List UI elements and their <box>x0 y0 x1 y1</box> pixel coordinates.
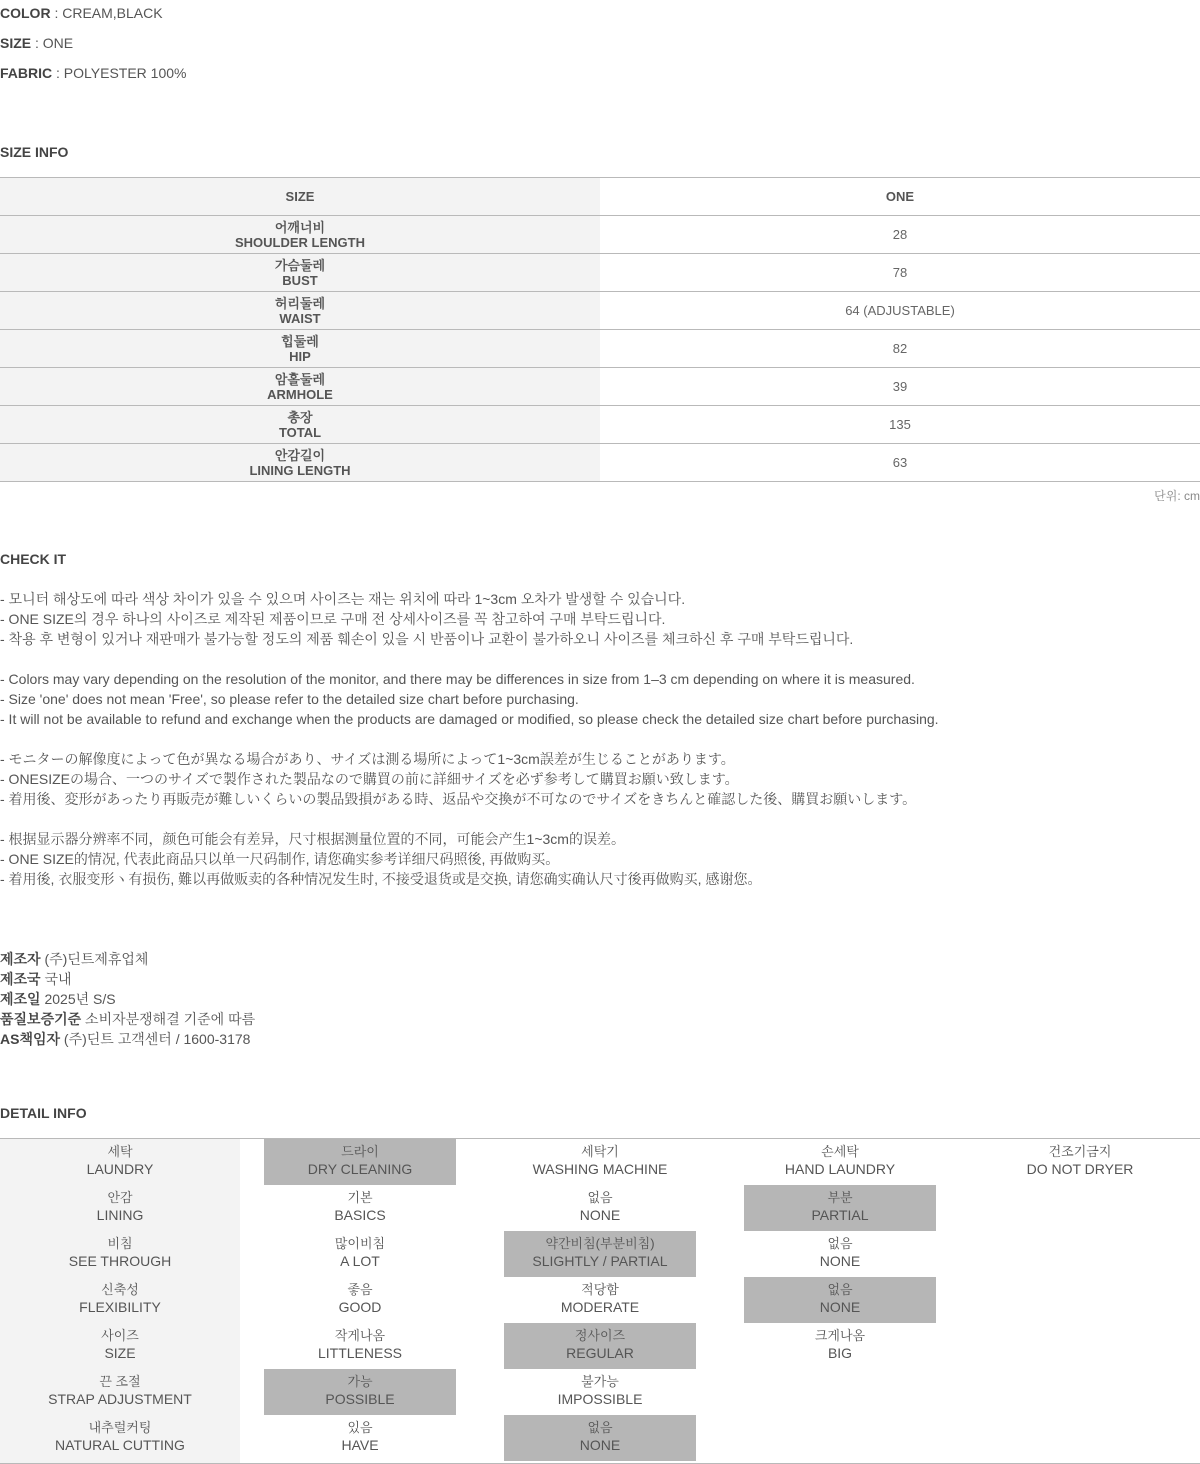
detail-option <box>984 1139 1176 1185</box>
measure-en: BUST <box>282 272 318 288</box>
detail-option-en: IMPOSSIBLE <box>557 1391 643 1407</box>
detail-option-ko: 없음 <box>827 1282 853 1297</box>
maker-value: 소비자분쟁해결 기준에 따름 <box>81 1011 256 1027</box>
detail-label-ko: 세탁 <box>107 1144 133 1159</box>
notice-line: - 착용 후 변형이 있거나 재판매가 불가능할 정도의 제품 훼손이 있을 시 반품이나 교환이 불가하오니 사이즈를 체크하신 후 구매 부탁드립니다. <box>0 631 854 647</box>
maker-row <box>0 1009 255 1029</box>
detail-info-heading: DETAIL INFO <box>0 1105 87 1121</box>
detail-option <box>264 1415 456 1461</box>
detail-option <box>504 1231 696 1277</box>
spec-value: : CREAM,BLACK <box>50 5 163 21</box>
detail-option-en: BASICS <box>334 1207 386 1223</box>
detail-option <box>744 1231 936 1277</box>
table-row <box>0 444 1200 482</box>
detail-option-en: HAVE <box>341 1437 379 1453</box>
detail-option <box>504 1323 696 1369</box>
detail-option-ko: 없음 <box>587 1190 613 1205</box>
measure-label <box>0 406 600 444</box>
notice-line: - Colors may vary depending on the resolution of the monitor, and there may be differences in size from 1–3 cm depending on where it is measured. <box>0 671 915 687</box>
detail-option-ko: 건조기금지 <box>1048 1144 1112 1159</box>
detail-option-ko: 세탁기 <box>581 1144 619 1159</box>
detail-option <box>504 1369 696 1415</box>
detail-option-ko: 많이비침 <box>334 1236 386 1251</box>
detail-label-en: FLEXIBILITY <box>79 1299 161 1315</box>
detail-option <box>264 1323 456 1369</box>
detail-option-ko: 부분 <box>827 1190 853 1205</box>
measure-value: 39 <box>600 368 1200 406</box>
table-row <box>0 216 1200 254</box>
table-row <box>0 330 1200 368</box>
detail-option <box>264 1139 456 1185</box>
detail-option-en: NONE <box>579 1207 621 1223</box>
detail-label-ko: 신축성 <box>101 1282 139 1297</box>
spec-color <box>0 3 163 23</box>
detail-option <box>744 1323 936 1369</box>
detail-option-en: NONE <box>819 1299 861 1315</box>
detail-option-ko: 있음 <box>347 1420 373 1435</box>
measure-en: WAIST <box>279 310 321 326</box>
table-row <box>0 292 1200 330</box>
detail-label-en: NATURAL CUTTING <box>55 1437 185 1453</box>
detail-option <box>504 1185 696 1231</box>
detail-option-ko: 크게나옴 <box>814 1328 866 1343</box>
maker-label: 품질보증기준 <box>0 1011 82 1027</box>
notice-line: - 根据显示器分辨率不同，颜色可能会有差异，尺寸根据测量位置的不同，可能会产生1~3cm的误差。 <box>0 831 625 847</box>
detail-option <box>744 1139 936 1185</box>
detail-option-en: PARTIAL <box>811 1207 869 1223</box>
maker-value: (주)딘트 고객센터 / 1600-3178 <box>60 1031 251 1047</box>
detail-option-ko: 약간비침(부분비침) <box>545 1236 655 1251</box>
detail-option <box>504 1277 696 1323</box>
measure-value: 64 (ADJUSTABLE) <box>600 292 1200 330</box>
detail-label-en: LINING <box>96 1207 144 1223</box>
detail-option-en: SLIGHTLY / PARTIAL <box>532 1253 668 1269</box>
detail-label-en: STRAP ADJUSTMENT <box>48 1391 192 1407</box>
detail-option-en: REGULAR <box>566 1345 634 1361</box>
detail-option-en: POSSIBLE <box>325 1391 395 1407</box>
detail-option <box>504 1415 696 1461</box>
detail-option-en: HAND LAUNDRY <box>784 1161 896 1177</box>
detail-option-en: DO NOT DRYER <box>1026 1161 1134 1177</box>
detail-option-ko: 불가능 <box>581 1374 619 1389</box>
detail-label-ko: 안감 <box>107 1190 133 1205</box>
detail-row-label <box>0 1369 240 1415</box>
notice-line: - Size 'one' does not mean 'Free', so please refer to the detailed size chart before purchasing. <box>0 691 579 707</box>
spec-fabric <box>0 63 186 83</box>
notice-line: - 모니터 해상도에 따라 색상 차이가 있을 수 있으며 사이즈는 재는 위치에 따라 1~3cm 오차가 발생할 수 있습니다. <box>0 591 686 607</box>
maker-label: 제조일 <box>0 991 41 1007</box>
measure-en: TOTAL <box>278 424 322 440</box>
spec-label: SIZE <box>0 35 32 51</box>
maker-label: 제조국 <box>0 971 41 987</box>
detail-option <box>744 1277 936 1323</box>
spec-size <box>0 33 73 53</box>
detail-option-ko: 적당함 <box>581 1282 619 1297</box>
size-header-label: SIZE <box>0 178 600 216</box>
detail-option-ko: 가능 <box>347 1374 373 1389</box>
detail-option-ko: 손세탁 <box>821 1144 859 1159</box>
spec-value: : ONE <box>31 35 74 51</box>
detail-option-en: DRY CLEANING <box>307 1161 413 1177</box>
maker-label: AS책임자 <box>0 1031 61 1047</box>
maker-value: 국내 <box>40 971 72 987</box>
measure-value: 82 <box>600 330 1200 368</box>
size-info-heading: SIZE INFO <box>0 144 69 160</box>
detail-option <box>504 1139 696 1185</box>
detail-option-en: WASHING MACHINE <box>532 1161 668 1177</box>
detail-label-en: LAUNDRY <box>86 1161 154 1177</box>
measure-en: LINING LENGTH <box>249 462 351 478</box>
detail-option-ko: 작게나옴 <box>334 1328 386 1343</box>
detail-option <box>744 1185 936 1231</box>
table-row <box>0 254 1200 292</box>
detail-label-ko: 비침 <box>107 1236 133 1251</box>
measure-value: 28 <box>600 216 1200 254</box>
detail-label-en: SEE THROUGH <box>68 1253 172 1269</box>
maker-value: 2025년 S/S <box>40 991 116 1007</box>
notice-line: - ONESIZEの場合、一つのサイズで製作された製品なので購買の前に詳細サイズを必ず参考して購買お願い致します。 <box>0 771 739 787</box>
maker-row <box>0 949 148 969</box>
detail-label-en: SIZE <box>104 1345 136 1361</box>
detail-row-label <box>0 1185 240 1231</box>
measure-label <box>0 368 600 406</box>
detail-row-label <box>0 1277 240 1323</box>
size-table <box>0 177 1200 482</box>
table-row <box>0 368 1200 406</box>
maker-row <box>0 989 116 1009</box>
measure-en: SHOULDER LENGTH <box>235 234 365 250</box>
check-it-heading: CHECK IT <box>0 551 67 567</box>
detail-option-ko: 드라이 <box>341 1144 379 1159</box>
detail-option <box>264 1369 456 1415</box>
detail-label-ko: 내추럴커팅 <box>88 1420 152 1435</box>
measure-value: 135 <box>600 406 1200 444</box>
measure-label <box>0 216 600 254</box>
detail-label-ko: 끈 조절 <box>99 1374 141 1389</box>
detail-option-en: LITTLENESS <box>317 1345 403 1361</box>
detail-option <box>264 1231 456 1277</box>
detail-option-en: NONE <box>579 1437 621 1453</box>
detail-option-ko: 기본 <box>347 1190 373 1205</box>
detail-option-en: MODERATE <box>560 1299 640 1315</box>
measure-value: 63 <box>600 444 1200 482</box>
measure-ko: 총장 <box>287 409 313 425</box>
measure-label <box>0 292 600 330</box>
detail-option-en: GOOD <box>338 1299 382 1315</box>
notice-line: - It will not be available to refund and exchange when the products are damaged or modified, so please check the detailed size chart before purchasing. <box>0 711 939 727</box>
spec-value: : POLYESTER 100% <box>52 65 187 81</box>
measure-label <box>0 330 600 368</box>
measure-en: ARMHOLE <box>267 386 333 402</box>
measure-ko: 가슴둘레 <box>274 257 326 273</box>
size-header-value: ONE <box>600 178 1200 216</box>
measure-label <box>0 254 600 292</box>
detail-option-ko: 없음 <box>587 1420 613 1435</box>
measure-ko: 힙둘레 <box>281 333 319 349</box>
spec-label: COLOR <box>0 5 51 21</box>
detail-row-label <box>0 1415 240 1461</box>
notice-line: - ONE SIZE의 경우 하나의 사이즈로 제작된 제품이므로 구매 전 상세사이즈를 꼭 참고하여 구매 부탁드립니다. <box>0 611 666 627</box>
notice-line: - モニターの解像度によって色が異なる場合があり、サイズは測る場所によって1~3cm誤差が生じることがあります。 <box>0 751 735 767</box>
detail-option-ko: 좋음 <box>347 1282 373 1297</box>
detail-option-en: A LOT <box>340 1253 380 1269</box>
detail-option <box>264 1185 456 1231</box>
size-table-header <box>0 178 1200 216</box>
detail-row-label <box>0 1323 240 1369</box>
detail-option-ko: 정사이즈 <box>574 1328 626 1343</box>
measure-value: 78 <box>600 254 1200 292</box>
measure-ko: 허리둘레 <box>274 295 326 311</box>
notice-line: - ONE SIZE的情况, 代表此商品只以单一尺码制作, 请您确实参考详细尺码照後, 再做购买。 <box>0 851 560 867</box>
measure-ko: 안감길이 <box>274 447 326 463</box>
detail-row-label <box>0 1231 240 1277</box>
detail-grid <box>0 1138 1200 1464</box>
spec-label: FABRIC <box>0 65 53 81</box>
measure-ko: 어깨너비 <box>274 219 326 235</box>
unit-note: 단위: cm <box>1154 489 1200 503</box>
detail-option-en: NONE <box>819 1253 861 1269</box>
notice-line: - 着用後、変形があったり再販売が難しいくらいの製品毀損がある時、返品や交換が不可なのでサイズをきちんと確認した後、購買お願いします。 <box>0 791 917 807</box>
measure-label <box>0 444 600 482</box>
table-row <box>0 406 1200 444</box>
detail-row-label <box>0 1139 240 1185</box>
detail-option-ko: 없음 <box>827 1236 853 1251</box>
detail-label-ko: 사이즈 <box>101 1328 139 1343</box>
measure-en: HIP <box>289 348 311 364</box>
notice-line: - 着用後, 衣服变形ヽ有损伤, 難以再做贩卖的各种情况发生时, 不接受退货或是交换, 请您确实确认尺寸後再做购买, 感谢您。 <box>0 871 762 887</box>
maker-row <box>0 1029 250 1049</box>
detail-option <box>264 1277 456 1323</box>
maker-row <box>0 969 72 989</box>
maker-label: 제조자 <box>0 951 41 967</box>
detail-option-en: BIG <box>827 1345 853 1361</box>
measure-ko: 암홀둘레 <box>274 371 326 387</box>
maker-value: (주)딘트제휴업체 <box>40 951 149 967</box>
